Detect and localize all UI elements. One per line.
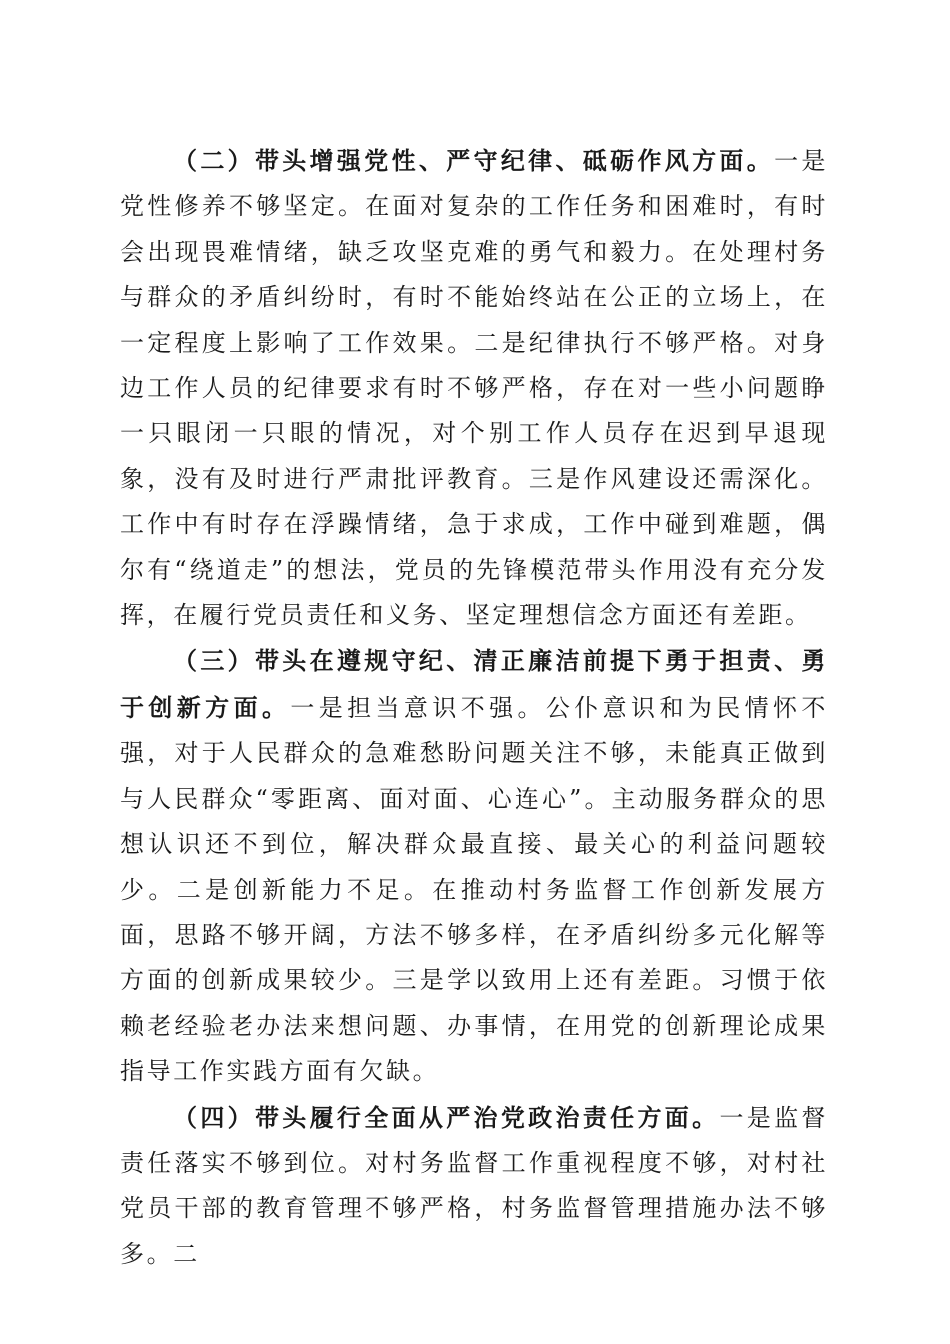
paragraph-section-4 — [120, 1095, 828, 1278]
section-4-text: 一是监督责任落实不够到位。对村务监督工作重视程度不够，对村社党员干部的教育管理不够严格，村务监督管理措施办法不够多。二 — [120, 1103, 829, 1268]
section-3-text: 一是担当意识不强。公仆意识和为民情怀不强，对于人民群众的急难愁盼问题关注不够，未能真正做到与人民群众“零距离、面对面、心连心”。主动服务群众的思想认识还不到位，解决群众最直接、最关心的利益问题较少。二是创新能力不足。在推动村务监督工作创新发展方面，思路不够开阔，方法不够多样，在矛盾纠纷多元化解等方面的创新成果较少。三是学以致用上还有差距。习惯于依赖老经验老办法来想问题、办事情，在用党的创新理论成果指导工作实践方面有欠缺。 — [120, 693, 828, 1086]
document-body — [120, 138, 828, 1277]
section-2-heading: （二）带头增强党性、严守纪律、砥砺作风方面。 — [173, 146, 775, 175]
paragraph-section-3 — [120, 638, 828, 1094]
section-2-text: 一是党性修养不够坚定。在面对复杂的工作任务和困难时，有时会出现畏难情绪，缺乏攻坚克难的勇气和毅力。在处理村务与群众的矛盾纠纷时，有时不能始终站在公正的立场上，在一定程度上影响了工作效果。二是纪律执行不够严格。对身边工作人员的纪律要求有时不够严格，存在对一些小问题睁一只眼闭一只眼的情况，对个别工作人员存在迟到早退现象，没有及时进行严肃批评教育。三是作风建设还需深化。工作中有时存在浮躁情绪，急于求成，工作中碰到难题，偶尔有“绕道走”的想法，党员的先锋模范带头作用没有充分发挥，在履行党员责任和义务、坚定理想信念方面还有差距。 — [120, 147, 828, 630]
paragraph-section-2 — [120, 138, 828, 638]
section-3-heading: （三）带头在遵规守纪、清正廉洁前提下勇于担责、勇于创新方面。 — [120, 646, 828, 722]
section-4-heading: （四）带头履行全面从严治党政治责任方面。 — [173, 1102, 720, 1132]
